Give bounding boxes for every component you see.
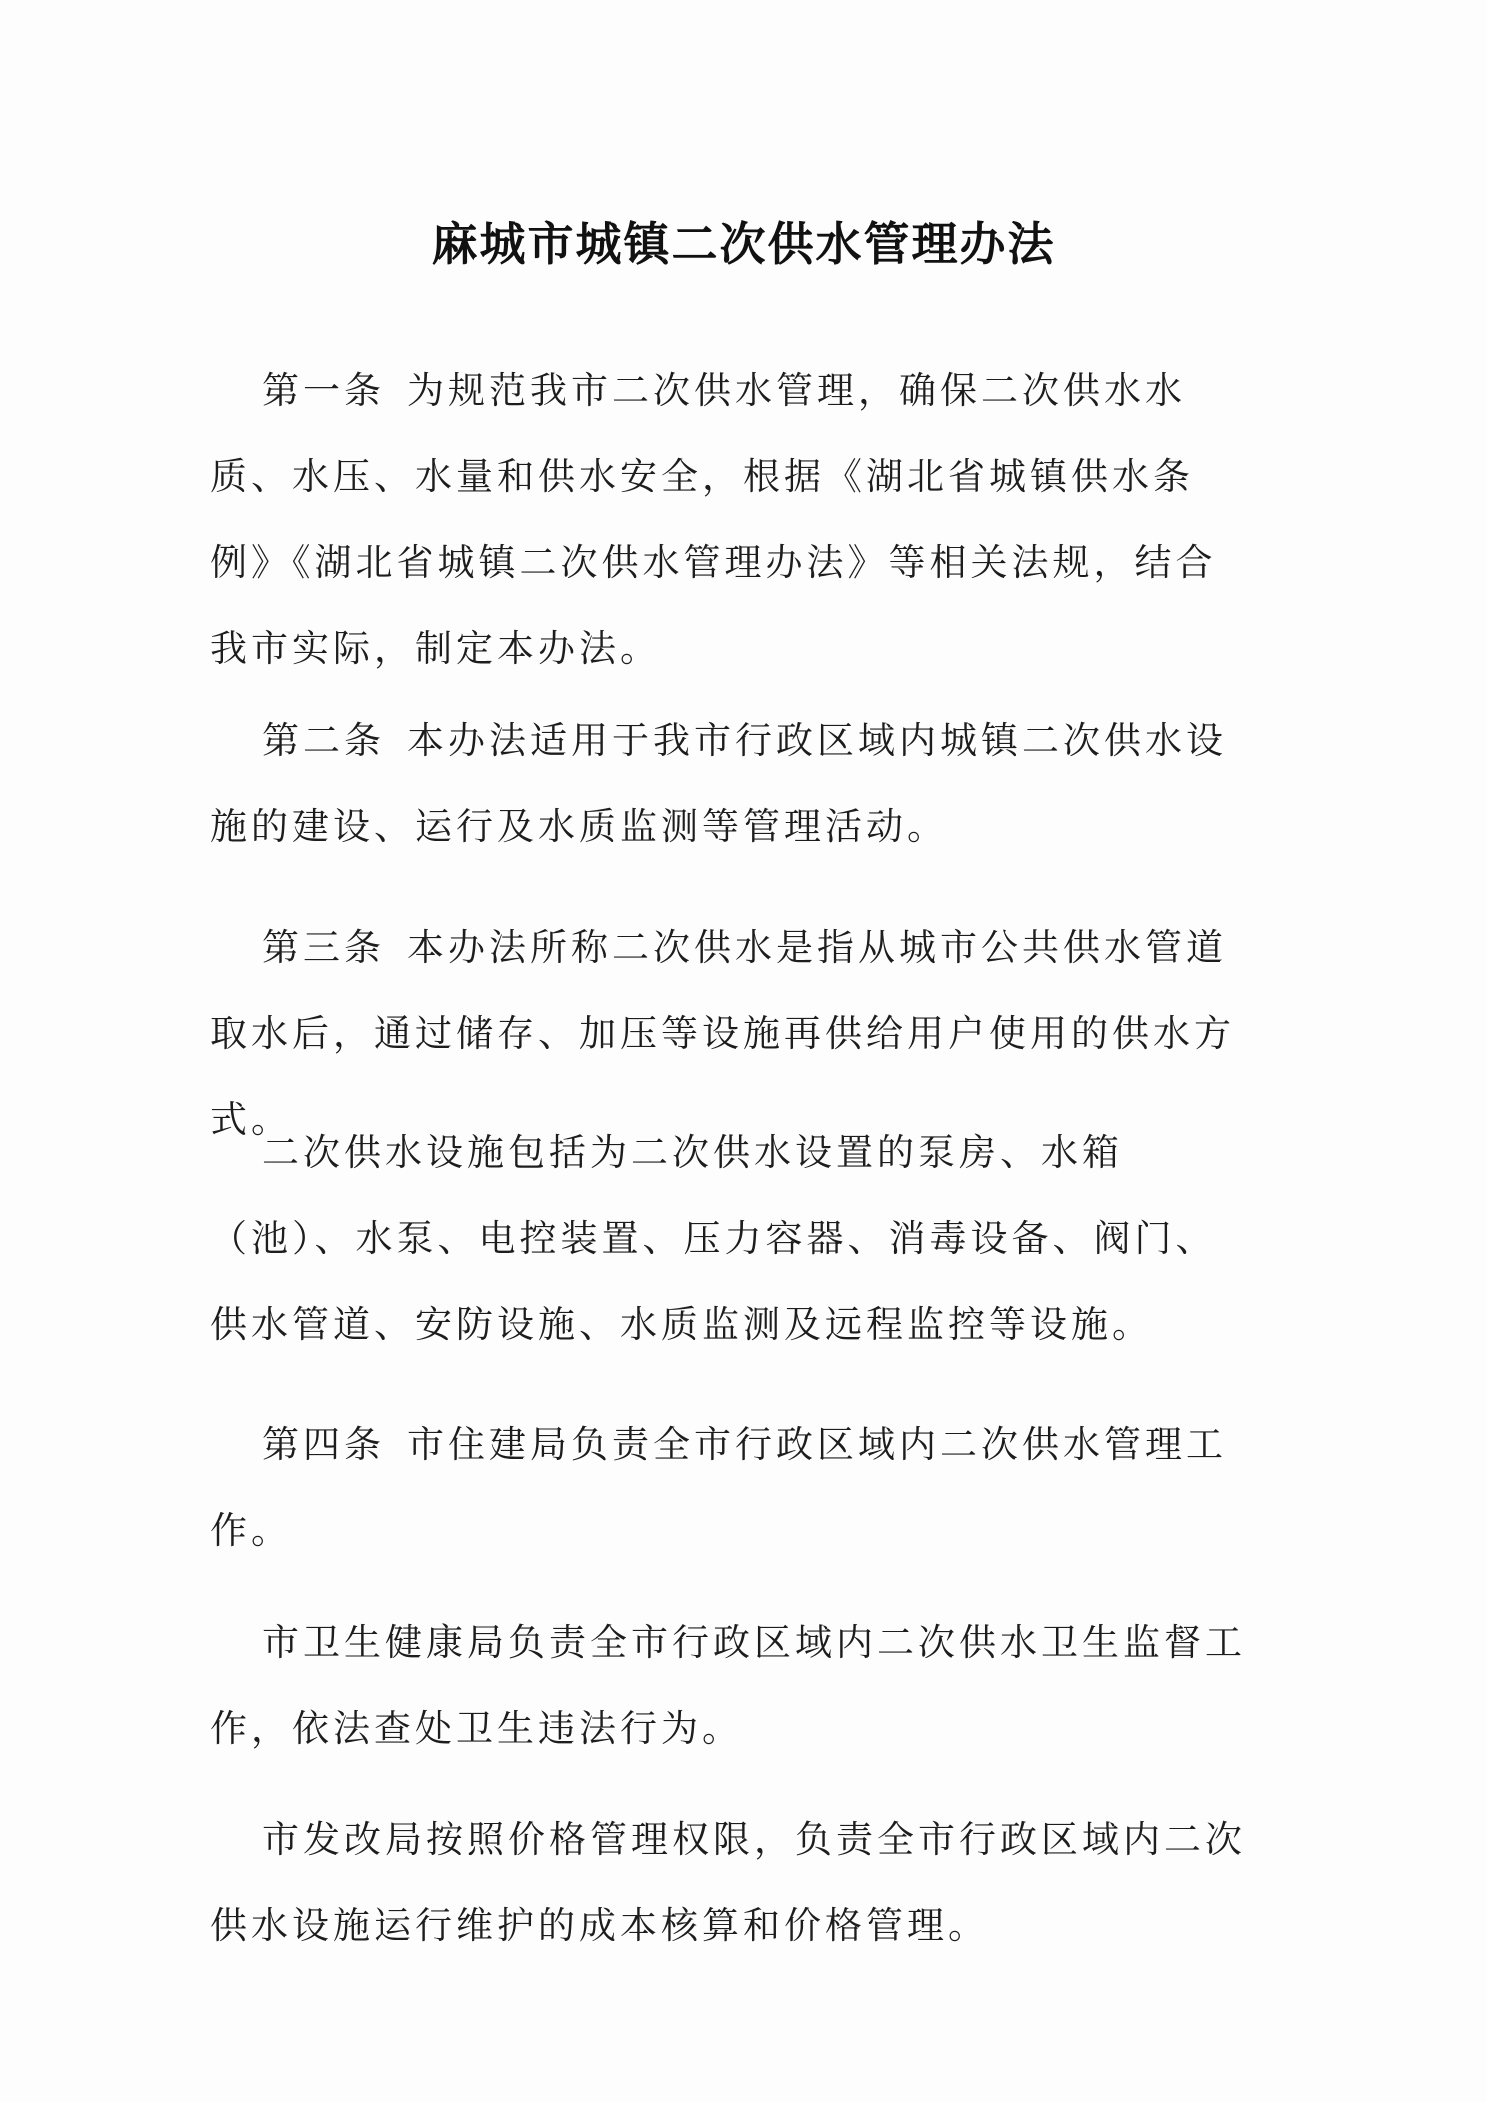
article-text: 本办法适用于我市行政区域内城镇二次供水设施的建设、运行及水质监测等管理活动。 (210, 719, 1227, 848)
paragraph-text: 市卫生健康局负责全市行政区域内二次供水卫生监督工作，依法查处卫生违法行为。 (210, 1621, 1246, 1750)
article-3-facilities-paragraph (210, 1110, 1250, 1368)
paragraph-text: 二次供水设施包括为二次供水设置的泵房、水箱（池）、水泵、电控装置、压力容器、消毒设备、阀门、供水管道、安防设施、水质监测及远程监控等设施。 (210, 1131, 1217, 1346)
article-label: 第一条 (262, 369, 385, 412)
health-bureau-paragraph (210, 1600, 1250, 1772)
article-text: 本办法所称二次供水是指从城市公共供水管道取水后，通过储存、加压等设施再供给用户使用的供水方式。 (210, 926, 1235, 1141)
document-title: 麻城市城镇二次供水管理办法 (431, 217, 1056, 271)
development-bureau-paragraph (210, 1797, 1250, 1969)
article-label: 第二条 (262, 719, 385, 762)
article-text: 市住建局负责全市行政区域内二次供水管理工作。 (210, 1423, 1227, 1552)
article-1-paragraph (210, 348, 1250, 692)
article-4-paragraph (210, 1402, 1250, 1574)
article-label: 第三条 (262, 926, 385, 969)
article-label: 第四条 (262, 1423, 385, 1466)
article-text: 为规范我市二次供水管理，确保二次供水水质、水压、水量和供水安全，根据《湖北省城镇供水条例》《湖北省城镇二次供水管理办法》等相关法规，结合我市实际，制定本办法。 (210, 369, 1217, 670)
paragraph-text: 市发改局按照价格管理权限，负责全市行政区域内二次供水设施运行维护的成本核算和价格管理。 (210, 1818, 1246, 1947)
article-2-paragraph (210, 698, 1250, 870)
